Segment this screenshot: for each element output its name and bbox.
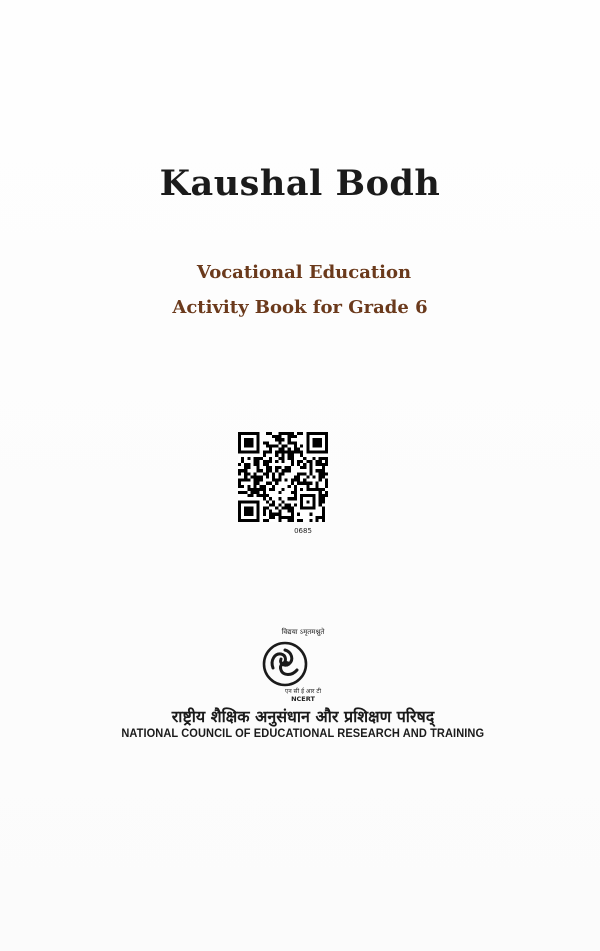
publisher-name-hindi: राष्ट्रीय शैक्षिक अनुसंधान और प्रशिक्षण परिषद्: [171, 707, 435, 726]
ncert-logo-hindi-text: एन सी ई आर टी: [285, 688, 321, 695]
publisher-name-english: NATIONAL COUNCIL OF EDUCATIONAL RESEARCH AND TRAINING: [121, 726, 485, 740]
ncert-logo-abbr: NCERT: [291, 695, 315, 703]
ncert-motto: विद्यया ऽमृतमश्नुते: [281, 628, 325, 636]
book-subtitle-line1: Vocational Education: [196, 262, 412, 283]
ncert-logo-icon: [261, 640, 309, 688]
book-title: Kaushal Bodh: [159, 163, 441, 204]
qr-code: [238, 432, 328, 522]
book-subtitle-line2: Activity Book for Grade 6: [172, 297, 428, 318]
qr-code-number: 0685: [294, 527, 312, 535]
